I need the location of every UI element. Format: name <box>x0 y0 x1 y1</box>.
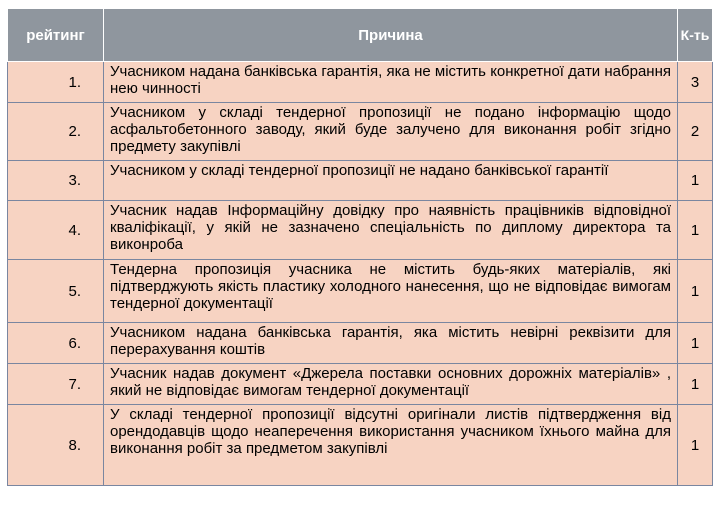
row-rank: 8. <box>8 405 104 486</box>
table-row <box>8 161 713 201</box>
row-count: 1 <box>678 323 713 364</box>
header-rank: рейтинг <box>8 9 104 62</box>
row-reason: Учасник надав Інформаційну довідку про наявність працівників відповідної кваліфікації, у якій не зазначено спеціальність по диплому директора та виконроба <box>104 201 678 260</box>
header-count: К-ть <box>678 9 713 62</box>
row-reason: Учасником у складі тендерної пропозиції не подано інформацію щодо асфальтобетонного заводу, який буде залучено для виконання робіт згідно предмету закупівлі <box>104 103 678 161</box>
table-row <box>8 103 713 161</box>
rejection-reasons-table-container <box>7 8 712 486</box>
table-row <box>8 364 713 405</box>
row-reason: Учасником у складі тендерної пропозиції не надано банківської гарантії <box>104 161 678 201</box>
row-rank: 7. <box>8 364 104 405</box>
row-rank: 2. <box>8 103 104 161</box>
rejection-reasons-table <box>7 8 713 486</box>
row-count: 1 <box>678 201 713 260</box>
row-count: 1 <box>678 260 713 323</box>
row-count: 2 <box>678 103 713 161</box>
table-row <box>8 201 713 260</box>
row-reason: Учасником надана банківська гарантія, яка не містить конкретної дати набрання нею чинності <box>104 62 678 103</box>
row-count: 1 <box>678 161 713 201</box>
table-header-row <box>8 9 713 62</box>
table-row <box>8 323 713 364</box>
header-reason: Причина <box>104 9 678 62</box>
row-rank: 4. <box>8 201 104 260</box>
row-count: 1 <box>678 405 713 486</box>
table-row <box>8 405 713 486</box>
row-rank: 5. <box>8 260 104 323</box>
table-row <box>8 62 713 103</box>
row-reason: Тендерна пропозиція учасника не містить будь-яких матеріалів, які підтверджують якість пластику холодного нанесення, що не відповідає вимогам тендерної документації <box>104 260 678 323</box>
row-count: 3 <box>678 62 713 103</box>
row-rank: 3. <box>8 161 104 201</box>
row-count: 1 <box>678 364 713 405</box>
row-reason: Учасник надав документ «Джерела поставки основних дорожніх матеріалів» , який не відповідає вимогам тендерної документації <box>104 364 678 405</box>
table-row <box>8 260 713 323</box>
row-rank: 1. <box>8 62 104 103</box>
row-reason: Учасником надана банківська гарантія, яка містить невірні реквізити для перерахування коштів <box>104 323 678 364</box>
row-reason: У складі тендерної пропозиції відсутні оригінали листів підтвердження від орендодавців щодо неаперечення використання учасником їхнього майна для виконання робіт за предметом закупівлі <box>104 405 678 486</box>
row-rank: 6. <box>8 323 104 364</box>
